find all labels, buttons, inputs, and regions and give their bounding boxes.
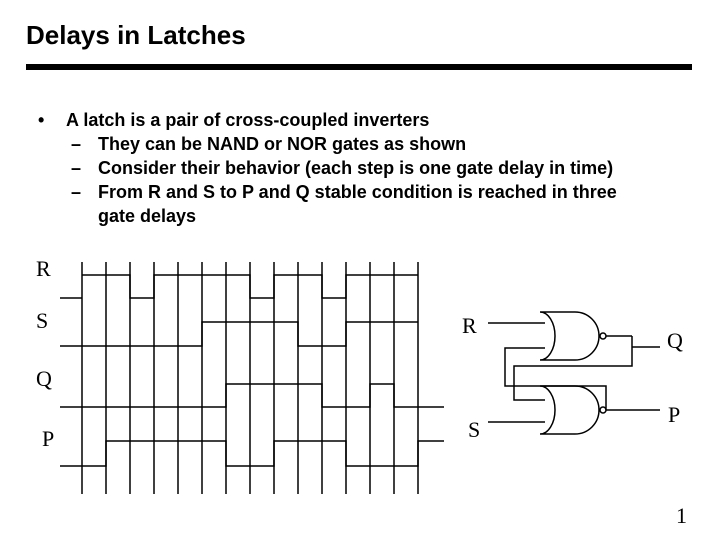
nand-gate-upper bbox=[540, 312, 606, 360]
bullet-marker: • bbox=[38, 110, 45, 130]
sub-bullet-marker: – bbox=[71, 134, 82, 154]
waveform-s bbox=[60, 322, 418, 346]
timing-label-s: S bbox=[36, 308, 49, 333]
timing-label-q: Q bbox=[36, 366, 52, 391]
nand-gate-lower bbox=[540, 386, 606, 434]
page-number: 1 bbox=[676, 503, 687, 528]
circuit-label-r: R bbox=[462, 313, 477, 338]
timing-label-p: P bbox=[42, 426, 55, 451]
circuit-label-p: P bbox=[668, 402, 681, 427]
waveform-p bbox=[60, 441, 444, 466]
circuit-label-s: S bbox=[468, 417, 481, 442]
circuit-wires bbox=[488, 323, 660, 422]
sub-bullet-marker: – bbox=[71, 182, 82, 202]
sub-bullet-text: They can be NAND or NOR gates as shown bbox=[98, 134, 467, 154]
circuit-label-q: Q bbox=[667, 328, 683, 353]
sub-bullet-marker: – bbox=[71, 158, 82, 178]
waveform-q bbox=[60, 384, 444, 407]
sub-bullet-text: From R and S to P and Q stable condition is reached in three gate delays bbox=[98, 182, 617, 226]
bullet-text: A latch is a pair of cross-coupled inverters bbox=[66, 110, 430, 130]
slide-title: Delays in Latches bbox=[26, 20, 246, 50]
waveform-r bbox=[82, 275, 418, 298]
sub-bullet-text: Consider their behavior (each step is one gate delay in time) bbox=[98, 158, 614, 178]
timing-label-r: R bbox=[36, 256, 51, 281]
